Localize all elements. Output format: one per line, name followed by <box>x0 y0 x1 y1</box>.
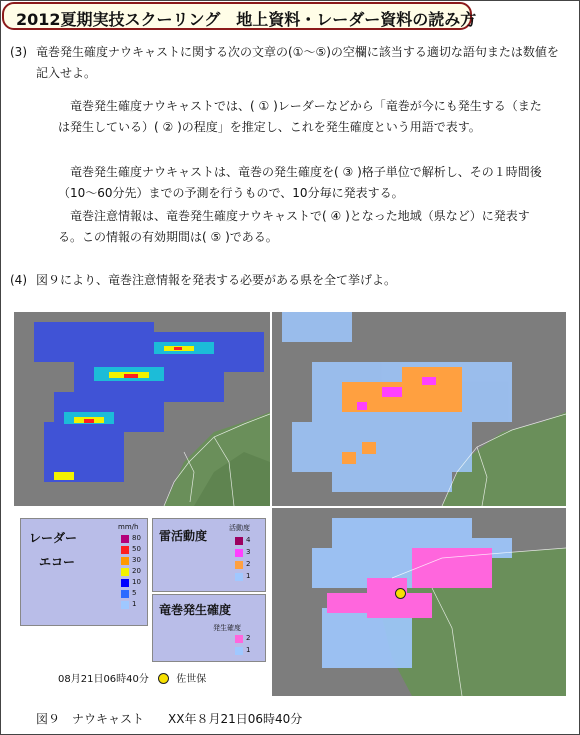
tornado-probability-map <box>272 508 566 696</box>
thunder-activity-map-image <box>272 312 566 506</box>
radar-level-label: 30 <box>132 556 141 564</box>
page-title-box <box>2 2 477 30</box>
radar-level-label: 80 <box>132 534 141 542</box>
radar-echo-map <box>14 312 270 506</box>
tornado-legend-header: 発生確度 <box>213 624 241 632</box>
tornado-level-label: 2 <box>246 634 251 642</box>
radar-echo-map-image <box>14 312 270 506</box>
legend-time-row <box>58 670 206 686</box>
radar-unit: mm/h <box>118 523 139 531</box>
sasebo-marker <box>395 588 406 599</box>
activity-swatch <box>235 561 243 569</box>
thunder-activity-map <box>272 312 566 506</box>
station-name: 佐世保 <box>176 674 207 685</box>
page-title: 2012夏期実技スクーリング 地上資料・レーダー資料の読み方 <box>16 10 477 29</box>
question-3-number: (3) <box>10 45 27 59</box>
radar-level-label: 5 <box>132 589 137 597</box>
radar-legend <box>20 518 148 626</box>
activity-swatch <box>235 549 243 557</box>
radar-level-label: 1 <box>132 600 137 608</box>
activity-swatch <box>235 573 243 581</box>
paragraph-2: 竜巻発生確度ナウキャストは、竜巻の発生確度を( ③ )格子単位で解析し、その１時間後（10～60分先）までの予測を行うもので、10分毎に発表する。 <box>58 165 542 200</box>
echo-label: エコー <box>39 555 76 569</box>
tornado-legend <box>152 594 266 662</box>
legend-area <box>14 510 270 696</box>
radar-swatch <box>121 590 129 598</box>
radar-legend-title: レーダー <box>29 531 78 545</box>
question-3-text: 竜巻発生確度ナウキャストに関する次の文章の(①～⑤)の空欄に該当する適切な語句または数値を記入せよ。 <box>36 45 559 80</box>
radar-level-label: 50 <box>132 545 141 553</box>
activity-level-label: 1 <box>246 572 251 580</box>
tornado-legend-title: 竜巻発生確度 <box>159 603 232 617</box>
question-3 <box>10 42 570 84</box>
radar-swatch <box>121 579 129 587</box>
radar-swatch <box>121 535 129 543</box>
tornado-swatch <box>235 635 243 643</box>
radar-level-label: 20 <box>132 567 141 575</box>
activity-level-label: 3 <box>246 548 251 556</box>
activity-legend <box>152 518 266 592</box>
radar-level-label: 10 <box>132 578 141 586</box>
activity-swatch <box>235 537 243 545</box>
figure-caption: 図９ ナウキャスト XX年８月21日06時40分 <box>36 712 303 726</box>
tornado-level-label: 1 <box>246 646 251 654</box>
radar-swatch <box>121 568 129 576</box>
paragraph-3: 竜巻注意情報は、竜巻発生確度ナウキャストで( ④ )となった地域（県など）に発表する。この情報の有効期間は( ⑤ )である。 <box>58 209 530 244</box>
legend-time: 08月21日06時40分 <box>58 674 149 685</box>
radar-swatch <box>121 546 129 554</box>
radar-swatch <box>121 601 129 609</box>
activity-legend-title: 雷活動度 <box>159 529 208 543</box>
question-4-number: (4) <box>10 273 27 287</box>
activity-legend-header: 活動度 <box>229 524 250 532</box>
paragraph-1: 竜巻発生確度ナウキャストでは、( ① )レーダーなどから「竜巻が今にも発生する（または発生している）( ② )の程度」を推定し、これを発生確度という用語で表す。 <box>58 99 542 134</box>
activity-level-label: 4 <box>246 536 251 544</box>
radar-swatch <box>121 557 129 565</box>
question-4-text: 図９により、竜巻注意情報を発表する必要がある県を全て挙げよ。 <box>36 273 397 287</box>
tornado-swatch <box>235 647 243 655</box>
tornado-probability-map-image <box>272 508 566 696</box>
station-marker-icon <box>158 673 169 684</box>
question-4 <box>10 270 570 291</box>
activity-level-label: 2 <box>246 560 251 568</box>
